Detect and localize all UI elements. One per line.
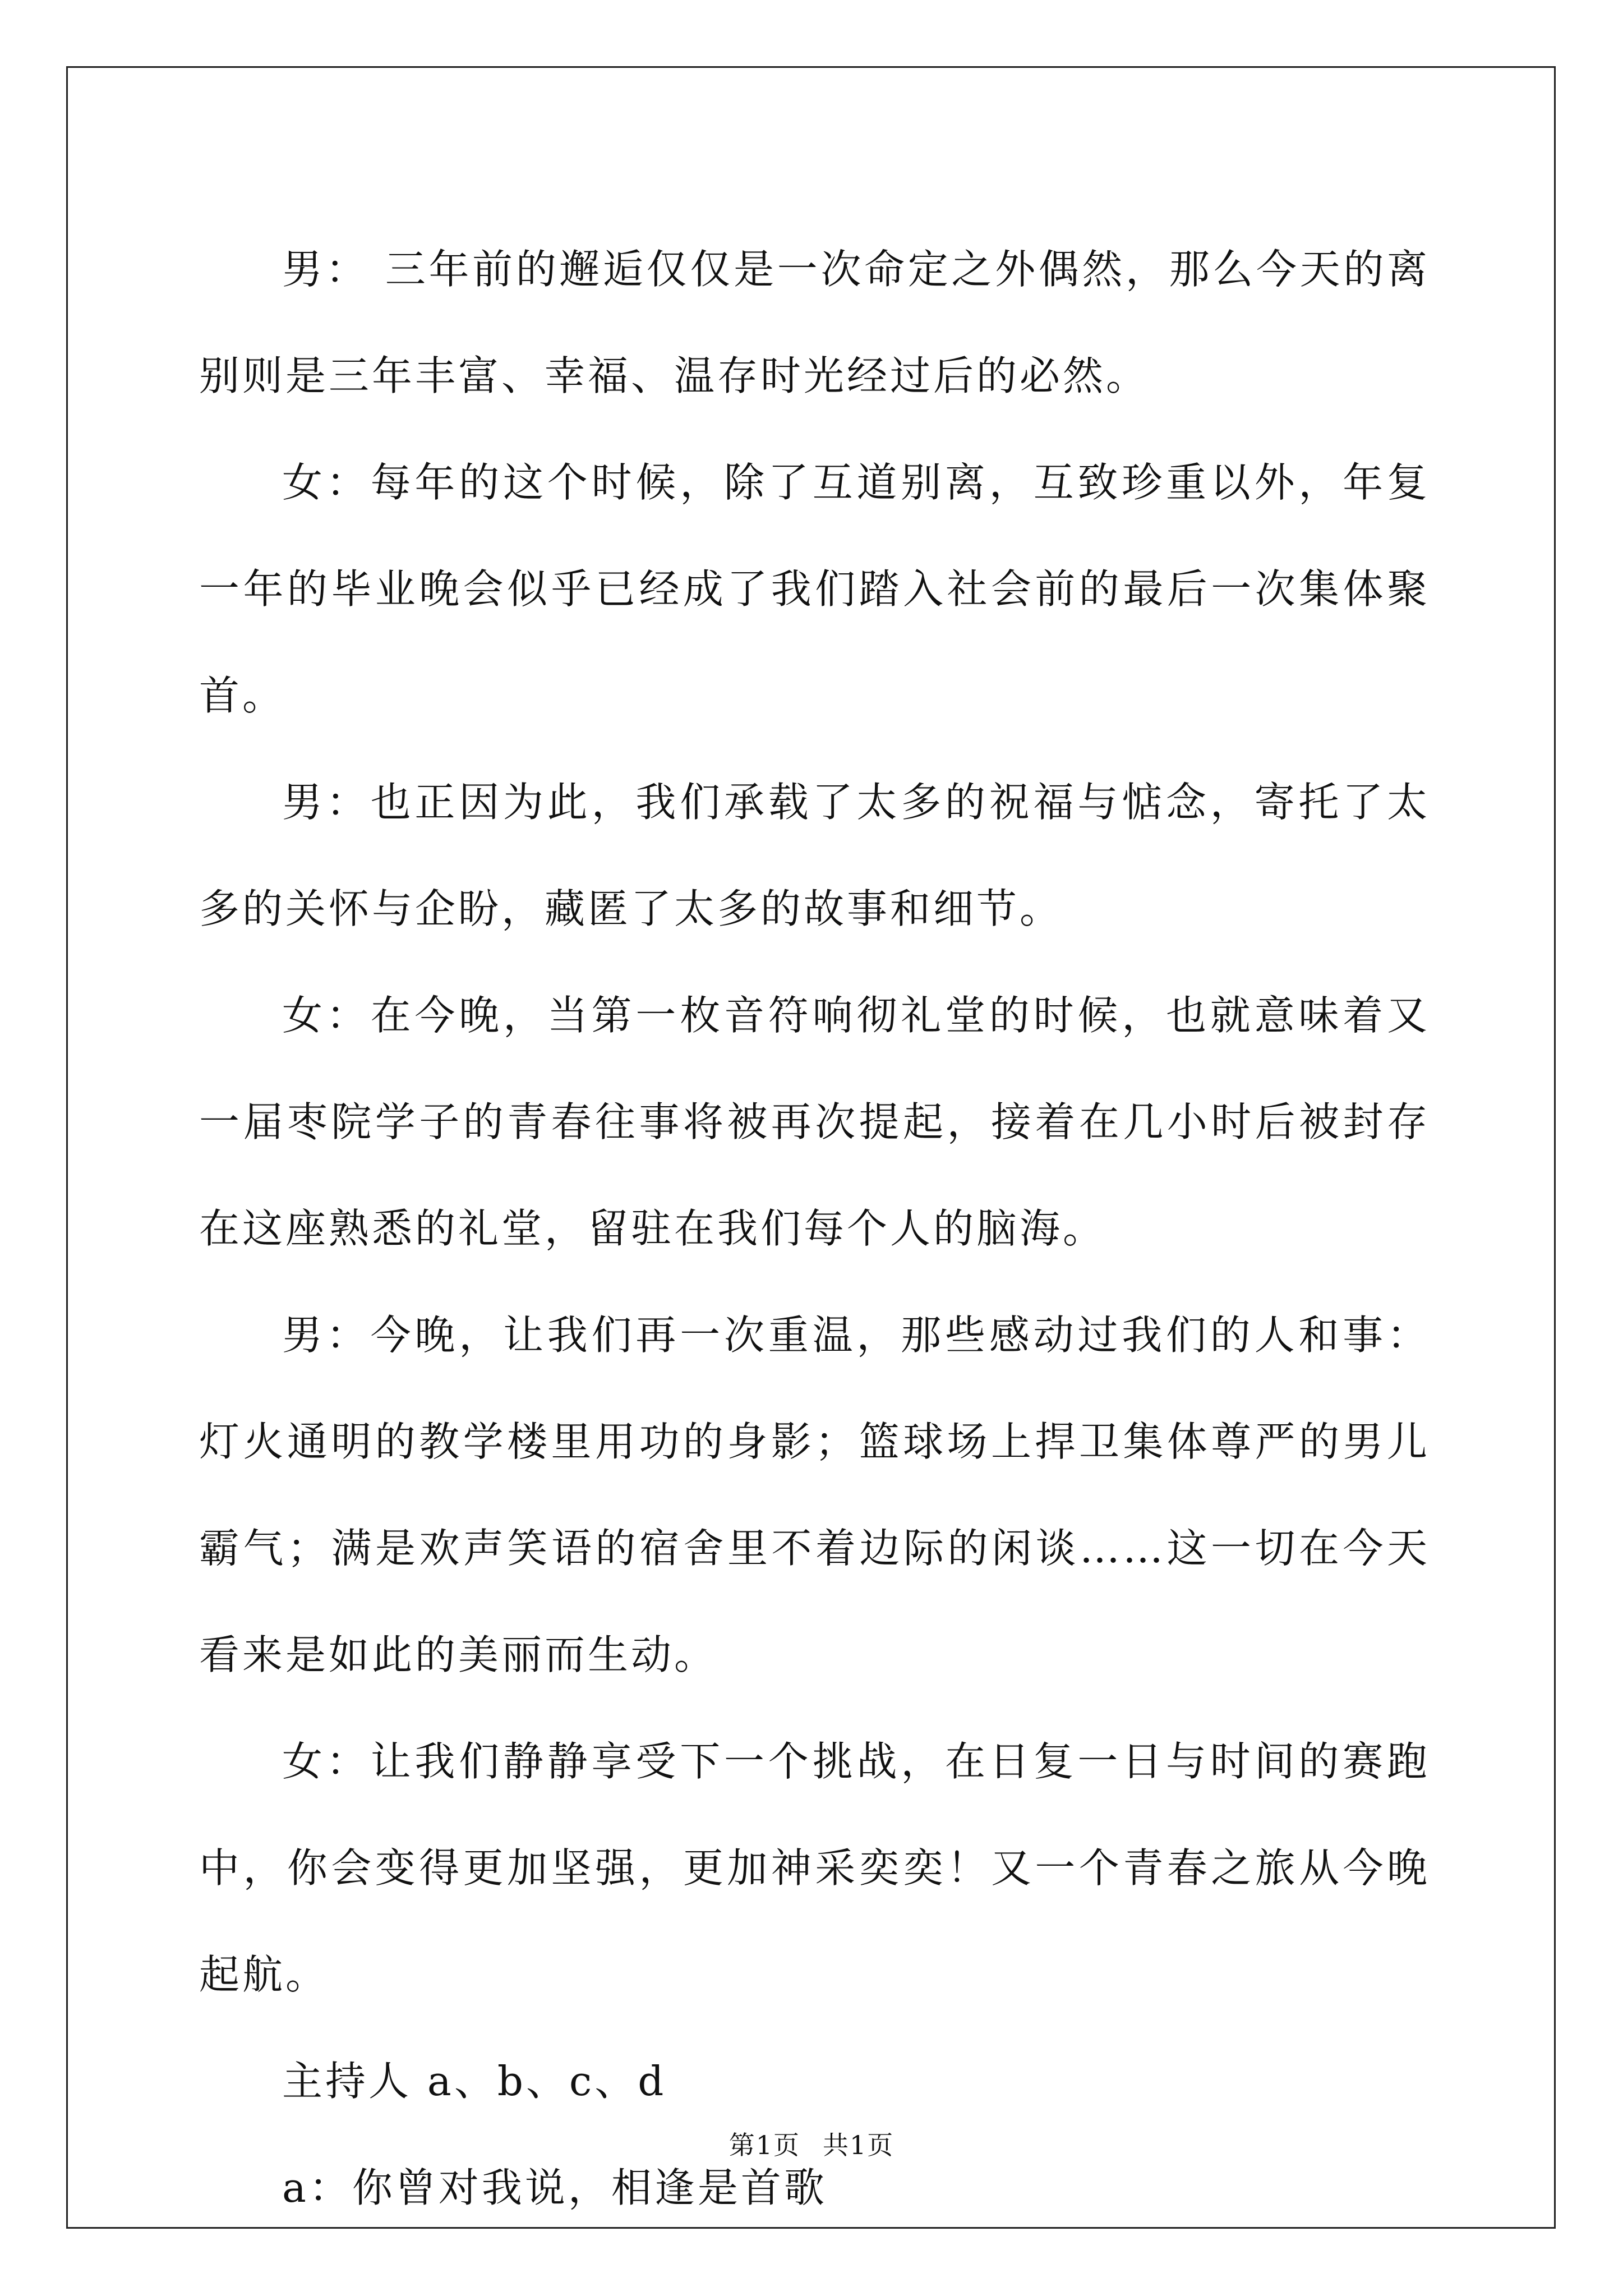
paragraph: 男：今晚，让我们再一次重温，那些感动过我们的人和事：灯火通明的教学楼里用功的身影；篮球场上捍卫集体尊严的男儿霸气；满是欢声笑语的宿舍里不着边际的闲谈……这一切在今天看来是如此的美丽而生动。	[199, 1312, 1430, 1678]
paragraph: a：你曾对我说，相逢是首歌	[282, 2164, 827, 2211]
paragraph: 女：在今晚，当第一枚音符响彻礼堂的时候，也就意味着又一届枣院学子的青春往事将被再次提起，接着在几小时后被封存在这座熟悉的礼堂，留驻在我们每个人的脑海。	[199, 992, 1430, 1252]
page-footer	[0, 2125, 1623, 2162]
page-total: 共1页	[823, 2130, 895, 2160]
document-body	[199, 216, 1430, 2241]
page-number: 第1页	[728, 2130, 800, 2160]
paragraph: 男： 三年前的邂逅仅仅是一次命定之外偶然，那么今天的离别则是三年丰富、幸福、温存时光经过后的必然。	[199, 246, 1430, 399]
paragraph: 男：也正因为此，我们承载了太多的祝福与惦念，寄托了太多的关怀与企盼，藏匿了太多的故事和细节。	[199, 779, 1430, 932]
paragraph: 主持人 a、b、c、d	[282, 2058, 667, 2105]
paragraph: 女：让我们静静享受下一个挑战，在日复一日与时间的赛跑中，你会变得更加坚强，更加神采奕奕！又一个青春之旅从今晚起航。	[199, 1738, 1430, 1998]
paragraph: 女：每年的这个时候，除了互道别离，互致珍重以外，年复一年的毕业晚会似乎已经成了我们踏入社会前的最后一次集体聚首。	[199, 459, 1430, 719]
